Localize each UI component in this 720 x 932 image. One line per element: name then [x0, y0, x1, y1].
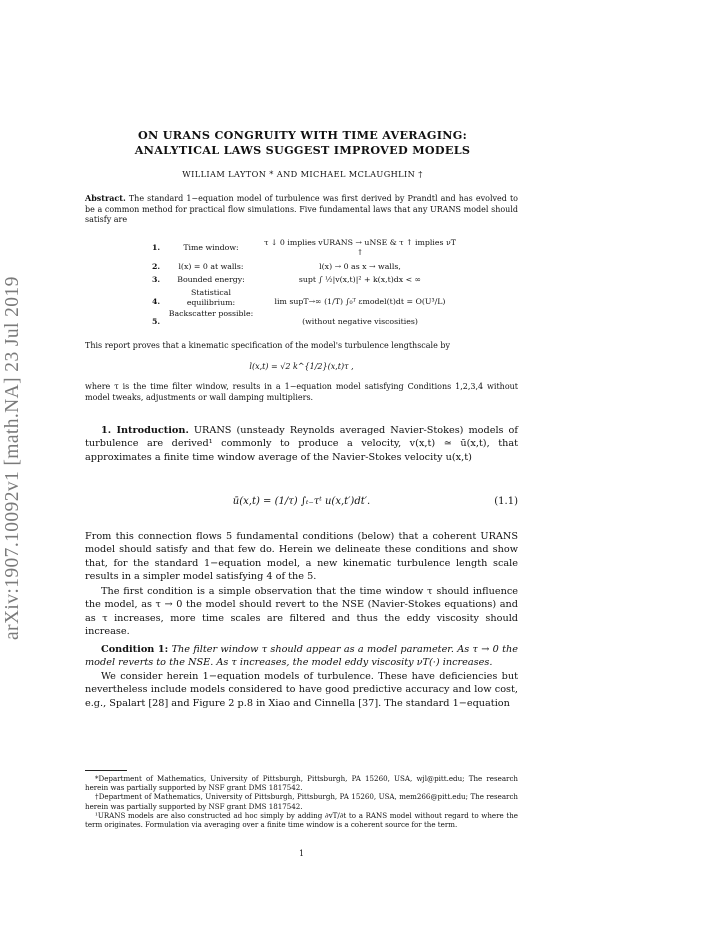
- condition-math: τ ↓ 0 implies vURANS → uNSE & τ ↑ implies νT ↑: [264, 238, 456, 257]
- condition-1: [85, 643, 518, 670]
- condition-label: l(x) = 0 at walls:: [178, 262, 244, 271]
- equation-number: (1.1): [494, 496, 518, 507]
- abstract: [85, 193, 518, 226]
- condition-1-label: Condition 1:: [101, 644, 169, 655]
- paragraph-4: We consider herein 1−equation models of turbulence. These have deficiencies but nevertheless include models considered to have good predictive accuracy and low cost, e.g., Spalart [28] and Figure 2 p.8 in Xiao and Cinnella [37]. The standard 1−equation: [85, 671, 518, 709]
- paragraph-2: From this connection flows 5 fundamental conditions (below) that a coherent URANS model should satisfy and that few do. Herein we delineate these conditions and show that, for the standard 1−equation model, a new kinematic turbulence length scale results in a simpler model satisfying 4 of the 5.: [85, 531, 518, 582]
- where-text: where τ is the time filter window, results in a 1−equation model satisfying Conditions 1,2,3,4 without model tweaks, adjustments or wall damping multipliers.: [85, 382, 518, 402]
- report-text: This report proves that a kinematic specification of the model's turbulence lengthscale by: [85, 341, 451, 350]
- condition-number: 3.: [152, 275, 161, 284]
- intro-text: URANS (unsteady Reynolds averaged Navier-Stokes) models of turbulence are derived¹ commonly to produce a velocity, v(x,t) ≃ ū(x,t), that approximates a finite time window average of the Navier-Stokes velocity u(x,t): [85, 425, 518, 463]
- condition-math: (without negative viscosities): [302, 317, 418, 326]
- condition-label: Bounded energy:: [177, 275, 245, 284]
- condition-label: Time window:: [183, 243, 239, 252]
- footnote-2: †Department of Mathematics, University of Pittsburgh, Pittsburgh, PA 15260, USA, mem266@pitt.edu; The research herein was partially supported by NSF grant DMS 1817542.: [85, 792, 518, 811]
- lengthscale-equation: l(x,t) = √2 k^{1/2}(x,t)τ ,: [249, 362, 354, 371]
- section-heading: 1. Introduction.: [101, 425, 189, 436]
- authors: WILLIAM LAYTON * AND MICHAEL MCLAUGHLIN †: [182, 169, 423, 179]
- footnotes: [85, 774, 518, 829]
- paper-title: [90, 128, 515, 158]
- abstract-text: The standard 1−equation model of turbulence was first derived by Prandtl and has evolved to be a common method for practical flow simulations. Five fundamental laws that any URANS model should satisfy are: [85, 194, 518, 225]
- footnote-rule: [85, 770, 127, 771]
- equation-1-1: [85, 486, 518, 524]
- arxiv-stamp: arXiv:1907.10092v1 [math.NA] 23 Jul 2019: [2, 276, 23, 640]
- footnote-1: *Department of Mathematics, University of Pittsburgh, Pittsburgh, PA 15260, USA, wjl@pitt.edu; The research herein was partially supported by NSF grant DMS 1817542.: [85, 774, 518, 793]
- title-line-2: ANALYTICAL LAWS SUGGEST IMPROVED MODELS: [134, 143, 471, 157]
- condition-math: supt ∫ ½|v(x,t)|² + k(x,t)dx < ∞: [298, 275, 422, 284]
- condition-number: 4.: [152, 297, 161, 306]
- paragraph-3: The first condition is a simple observation that the time window τ should influence the model, as τ → 0 the model should revert to the NSE (Navier-Stokes equations) and as τ increases, more time scales are filtered and thus the eddy viscosity should increase.: [85, 586, 518, 637]
- condition-number: 5.: [152, 317, 161, 326]
- condition-label: Backscatter possible:: [168, 309, 254, 318]
- page-number: 1: [298, 849, 305, 858]
- abstract-label: Abstract.: [85, 193, 126, 203]
- title-line-1: ON URANS CONGRUITY WITH TIME AVERAGING:: [137, 128, 468, 142]
- condition-label: Statistical equilibrium:: [186, 288, 236, 307]
- condition-math: l(x) → 0 as x → walls,: [319, 262, 401, 271]
- condition-number: 2.: [152, 262, 161, 271]
- introduction-paragraph: [85, 424, 518, 464]
- condition-1-text: The filter window τ should appear as a model parameter. As τ → 0 the model reverts to the NSE. As τ increases, the model eddy viscosity νT(·) increases.: [85, 644, 518, 669]
- equation-body: ū(x,t) = (1/τ) ∫ₜ₋τᵗ u(x,t′)dt′.: [232, 496, 371, 507]
- condition-math: lim supT→∞ (1/T) ∫₀ᵀ εmodel(t)dt = O(U³/L): [274, 297, 446, 306]
- footnote-3: ¹URANS models are also constructed ad hoc simply by adding ∂vT/∂t to a RANS model without regard to where the term originates. Formulation via averaging over a finite time window is a coherent source for the term.: [85, 810, 518, 830]
- condition-number: 1.: [152, 243, 161, 252]
